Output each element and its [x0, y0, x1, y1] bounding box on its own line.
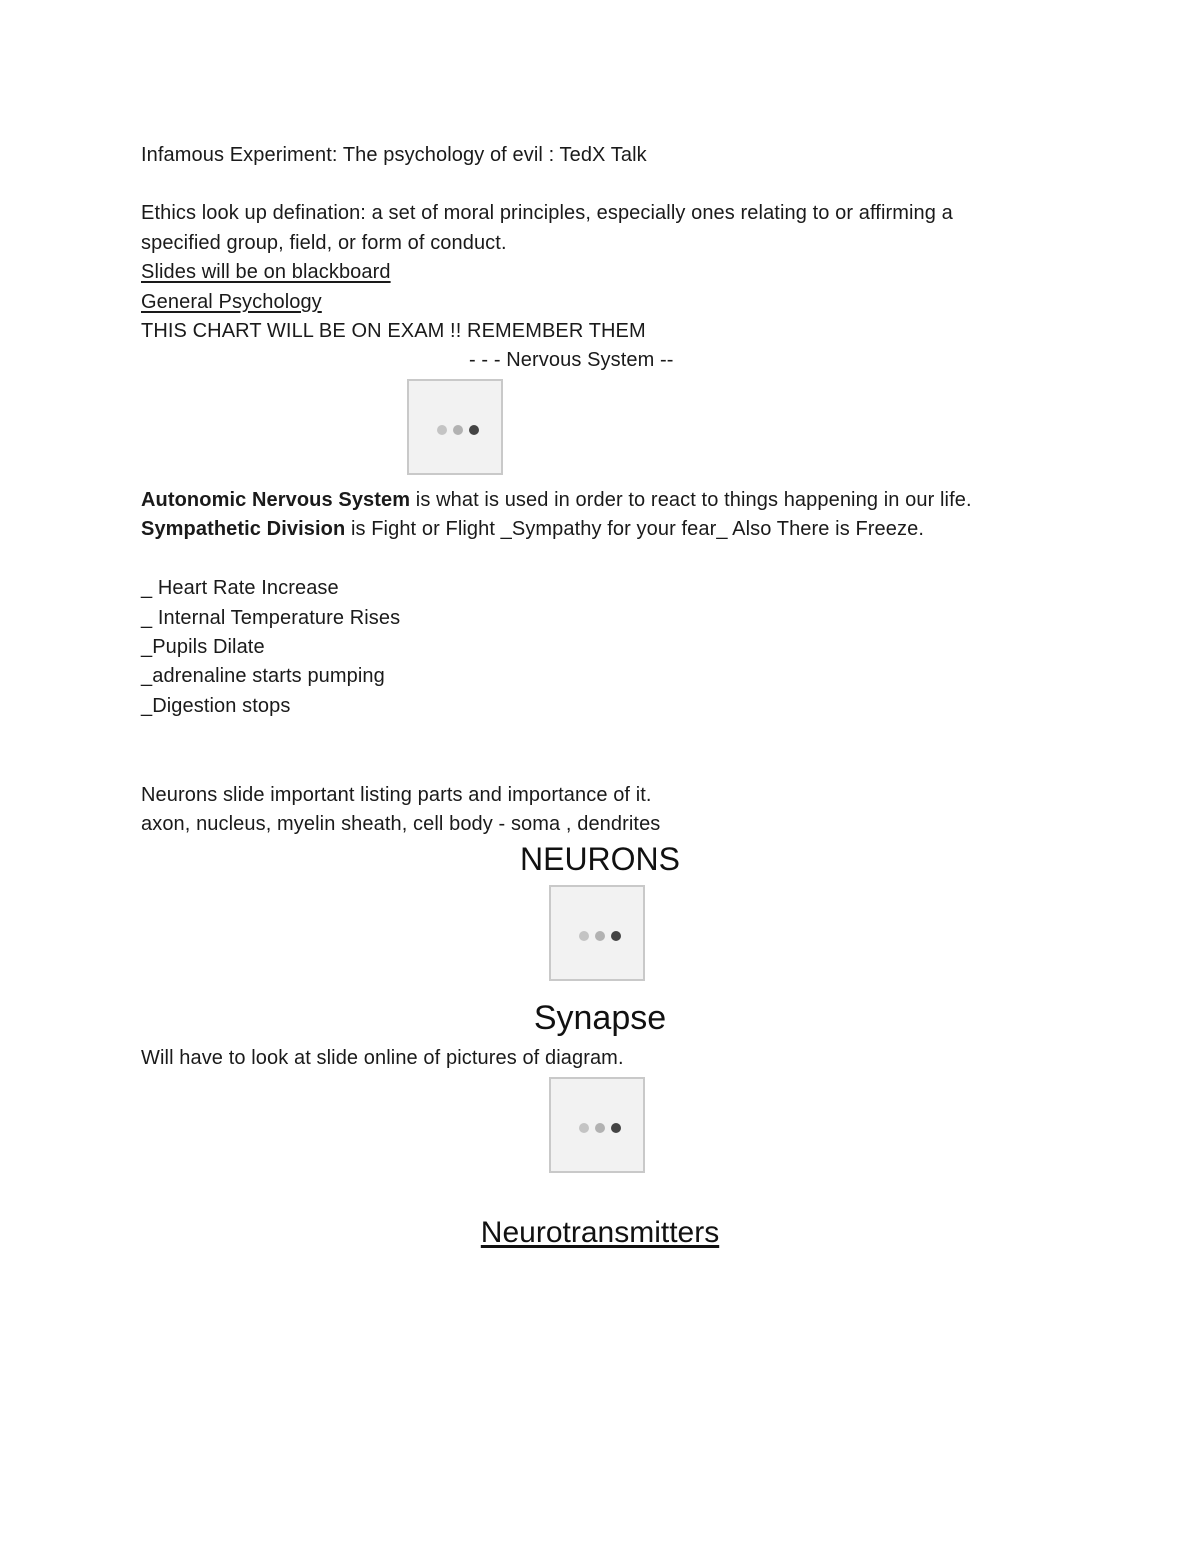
autonomic-paragraph: [141, 488, 972, 512]
autonomic-description: is what is used in order to react to things happening in our life.: [410, 489, 972, 511]
sympathetic-description: is Fight or Flight _Sympathy for your fear_ Also There is Freeze.: [345, 518, 924, 540]
effect-list-item: _Pupils Dilate: [141, 636, 265, 658]
loading-dot-icon: [437, 425, 447, 435]
heading-neurons: NEURONS: [519, 841, 680, 877]
neurons-note-line-1: Neurons slide important listing parts and importance of it.: [141, 784, 652, 806]
neurons-note-line-2: axon, nucleus, myelin sheath, cell body - soma , dendrites: [141, 813, 661, 835]
image-placeholder-synapse: [549, 1077, 645, 1173]
loading-dot-icon: [469, 425, 479, 435]
effect-list-item: _ Internal Temperature Rises: [141, 607, 401, 629]
image-placeholder-nervous-system: [407, 379, 503, 475]
effect-list-item: _Digestion stops: [141, 695, 291, 717]
loading-dot-icon: [579, 1123, 589, 1133]
loading-dot-icon: [595, 931, 605, 941]
sympathetic-term: Sympathetic Division: [141, 518, 346, 540]
effect-list-item: _adrenaline starts pumping: [141, 665, 385, 687]
ethics-definition-line-1: Ethics look up defination: a set of moral principles, especially ones relating to or affirming a: [141, 202, 953, 224]
image-placeholder-neurons: [549, 885, 645, 981]
loading-dot-icon: [611, 931, 621, 941]
title-line: Infamous Experiment: The psychology of evil : TedX Talk: [141, 144, 647, 166]
nervous-system-caption: - - - Nervous System --: [469, 349, 674, 371]
exam-warning: THIS CHART WILL BE ON EXAM !! REMEMBER THEM: [141, 320, 646, 342]
heading-neurotransmitters: Neurotransmitters: [480, 1216, 720, 1249]
loading-dot-icon: [579, 931, 589, 941]
ethics-definition-line-2: specified group, field, or form of conduct.: [141, 232, 507, 254]
loading-dot-icon: [611, 1123, 621, 1133]
loading-dot-icon: [453, 425, 463, 435]
autonomic-term: Autonomic Nervous System: [141, 489, 411, 511]
slides-note-link: Slides will be on blackboard: [141, 261, 391, 283]
sympathetic-paragraph: [141, 517, 924, 541]
course-name-link: General Psychology: [141, 291, 322, 313]
effect-list-item: _ Heart Rate Increase: [141, 577, 339, 599]
loading-dot-icon: [595, 1123, 605, 1133]
synapse-note: Will have to look at slide online of pictures of diagram.: [141, 1047, 624, 1069]
heading-synapse: Synapse: [533, 999, 667, 1037]
